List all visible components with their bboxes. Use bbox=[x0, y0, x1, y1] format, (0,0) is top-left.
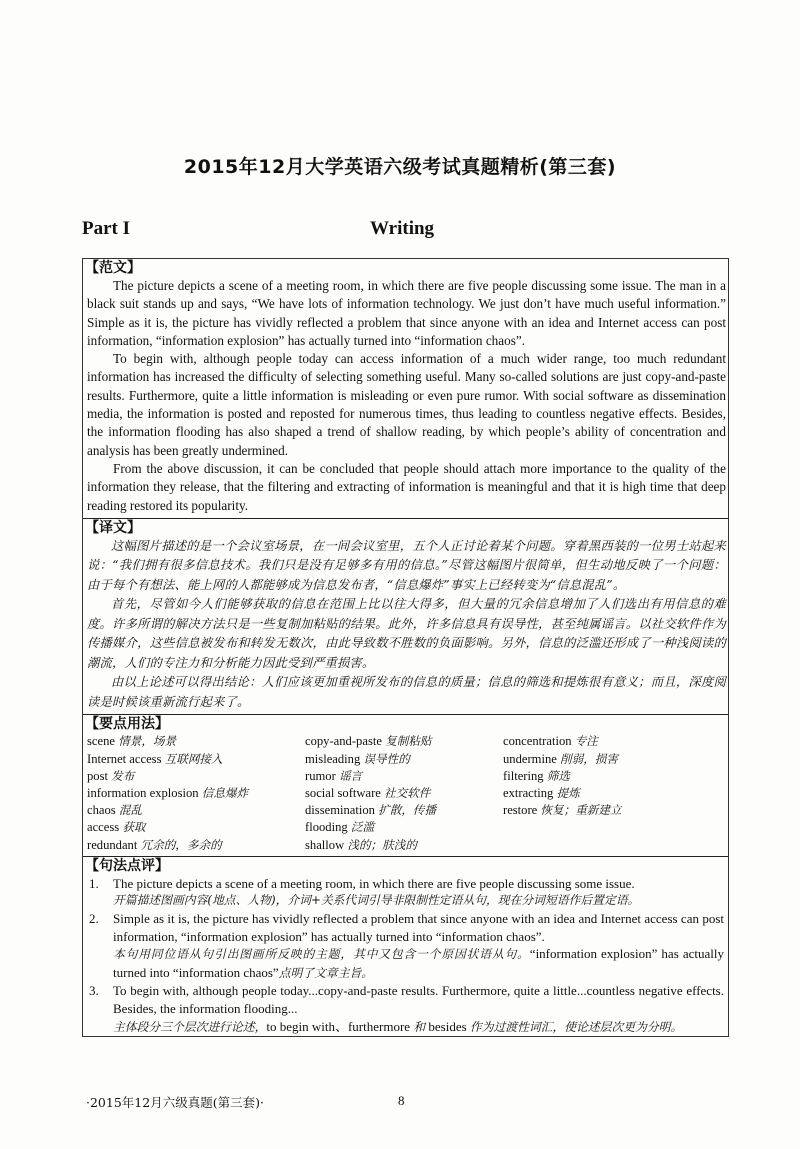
sample-essay-box bbox=[82, 258, 729, 1037]
sample-paragraph-1: The picture depicts a scene of a meeting room, in which there are five people discussing some issue. The man in a black suit stands up and says, “We have lots of information technology. We just don’t have much useful information.” Simple as it is, the picture has vividly reflected a problem that since anyone with an idea and Internet access can post information, “information explosion” has actually turned into “information chaos”. bbox=[87, 278, 726, 348]
part-label: Part I bbox=[82, 218, 131, 239]
translation-paragraph-3: 由以上论述可以得出结论：人们应该更加重视所发布的信息的质量；信息的筛选和提炼很有意义；而且，深度阅读是时候该重新流行起来了。 bbox=[87, 675, 726, 709]
vocab-item: scene 情景，场景 bbox=[87, 734, 177, 749]
vocabulary-grid bbox=[83, 733, 728, 853]
sentence-comment: 本句用同位语从句引出图画所反映的主题，其中又包含一个原因状语从句。“information explosion” has actually turned into “information chaos”点明了文章主旨。 bbox=[113, 946, 724, 980]
vocab-item: filtering 筛选 bbox=[503, 768, 570, 783]
vocab-item: undermine 削弱，损害 bbox=[503, 751, 618, 766]
part-name: Writing bbox=[370, 218, 435, 239]
vocab-item: chaos 混乱 bbox=[87, 803, 143, 818]
vocab-item: extracting 提炼 bbox=[503, 785, 580, 800]
sample-paragraph-3: From the above discussion, it can be concluded that people should attach more importance to the quality of the information they release, that the filtering and extracting of information is meaningful and that it is high time that deep reading restored its popularity. bbox=[87, 460, 726, 513]
vocab-item: flooding 泛滥 bbox=[305, 820, 375, 835]
vocabulary-label: 【要点用法】 bbox=[85, 716, 169, 733]
vocab-item: rumor 谣言 bbox=[305, 768, 363, 783]
vocab-item: shallow 浅的；肤浅的 bbox=[305, 837, 417, 852]
translation-label: 【译文】 bbox=[85, 519, 141, 536]
vocab-item: concentration 专注 bbox=[503, 734, 598, 749]
vocabulary-column-1 bbox=[87, 733, 305, 853]
sentence-en: The picture depicts a scene of a meeting room, in which there are five people discussing some issue. bbox=[113, 875, 635, 891]
sentence-en: Simple as it is, the picture has vividly reflected a problem that since anyone with an idea and Internet access can post information, “information explosion” has actually turned into “information chaos”. bbox=[113, 910, 724, 944]
sentence-comment: 主体段分三个层次进行论述，to begin with、furthermore 和 besides 作为过渡性词汇，使论述层次更为分明。 bbox=[113, 1018, 683, 1034]
vocab-item: access 获取 bbox=[87, 820, 146, 835]
vocabulary-column-2 bbox=[305, 733, 503, 853]
vocab-item: information explosion 信息爆炸 bbox=[87, 785, 249, 800]
sample-label: 【范文】 bbox=[85, 260, 141, 276]
vocab-item: redundant 冗余的，多余的 bbox=[87, 837, 222, 852]
vocab-item: copy-and-paste 复制粘贴 bbox=[305, 734, 432, 749]
page-title: 2015年12月大学英语六级考试真题精析(第三套) bbox=[183, 156, 617, 178]
item-number: 3. bbox=[89, 983, 99, 999]
sentence-comment: 开篇描述图画内容(地点、人物)，介词+关系代词引导非限制性定语从句，现在分词短语作后置定语。 bbox=[113, 893, 640, 908]
vocab-item: restore 恢复；重新建立 bbox=[503, 803, 622, 818]
sentence-en: To begin with, although people today...copy-and-paste results. Furthermore, quite a little...countless negative effects. Besides, the information flooding... bbox=[113, 983, 724, 1016]
item-number: 2. bbox=[89, 910, 99, 926]
vocab-item: dissemination 扩散，传播 bbox=[305, 803, 437, 818]
sentences-label: 【句法点评】 bbox=[85, 857, 169, 874]
translation-paragraph-1: 这幅图片描述的是一个会议室场景，在一间会议室里，五个人正讨论着某个问题。穿着黑西装的一位男士站起来说：“我们拥有很多信息技术。我们只是没有足够多有用的信息。”尽管这幅图片很简单，但生动地反映了一个问题：由于每个有想法、能上网的人都能够成为信息发布者，“信息爆炸”事实上已经转变为“信息混乱”。 bbox=[87, 538, 726, 592]
vocab-item: post 发布 bbox=[87, 768, 135, 783]
page-number: 8 bbox=[398, 1093, 405, 1108]
part-header bbox=[82, 218, 727, 244]
footer-text: ·2015年12月六级真题(第三套)· bbox=[86, 1095, 264, 1110]
vocabulary-column-3 bbox=[503, 733, 725, 853]
sentence-analysis-list bbox=[83, 875, 728, 1036]
sentence-analysis-item bbox=[87, 982, 724, 1036]
sample-paragraph-2: To begin with, although people today can access information of a much wider range, too much redundant information has increased the difficulty of selecting something useful. Many so-called solutions are just copy-and-paste results. Furthermore, quite a little information is misleading or even pure rumor. With social software as dissemination media, the information is posted and reposted for numerous times, thus leading to countless negative effects. Besides, the information flooding has also shaped a trend of shallow reading, by which people’s ability of concentration and analysis has been greatly undermined. bbox=[87, 351, 726, 458]
vocab-item: social software 社交软件 bbox=[305, 785, 431, 800]
translation-paragraph-2: 首先，尽管如今人们能够获取的信息在范围上比以往大得多，但大量的冗余信息增加了人们选出有用信息的难度。许多所谓的解决方法只是一些复制加粘贴的结果。此外，许多信息具有误导性，甚至纯属谣言。以社交软件作为传播媒介，这些信息被发布和转发无数次，由此导致数不胜数的负面影响。另外，信息的泛滥还形成了一种浅阅读的潮流，人们的专注力和分析能力因此受到严重损害。 bbox=[87, 597, 726, 670]
vocab-item: Internet access 互联网接入 bbox=[87, 751, 223, 766]
sentence-analysis-item bbox=[87, 875, 724, 910]
item-number: 1. bbox=[89, 875, 99, 891]
vocab-item: misleading 误导性的 bbox=[305, 751, 410, 766]
sentence-analysis-item bbox=[87, 910, 724, 982]
